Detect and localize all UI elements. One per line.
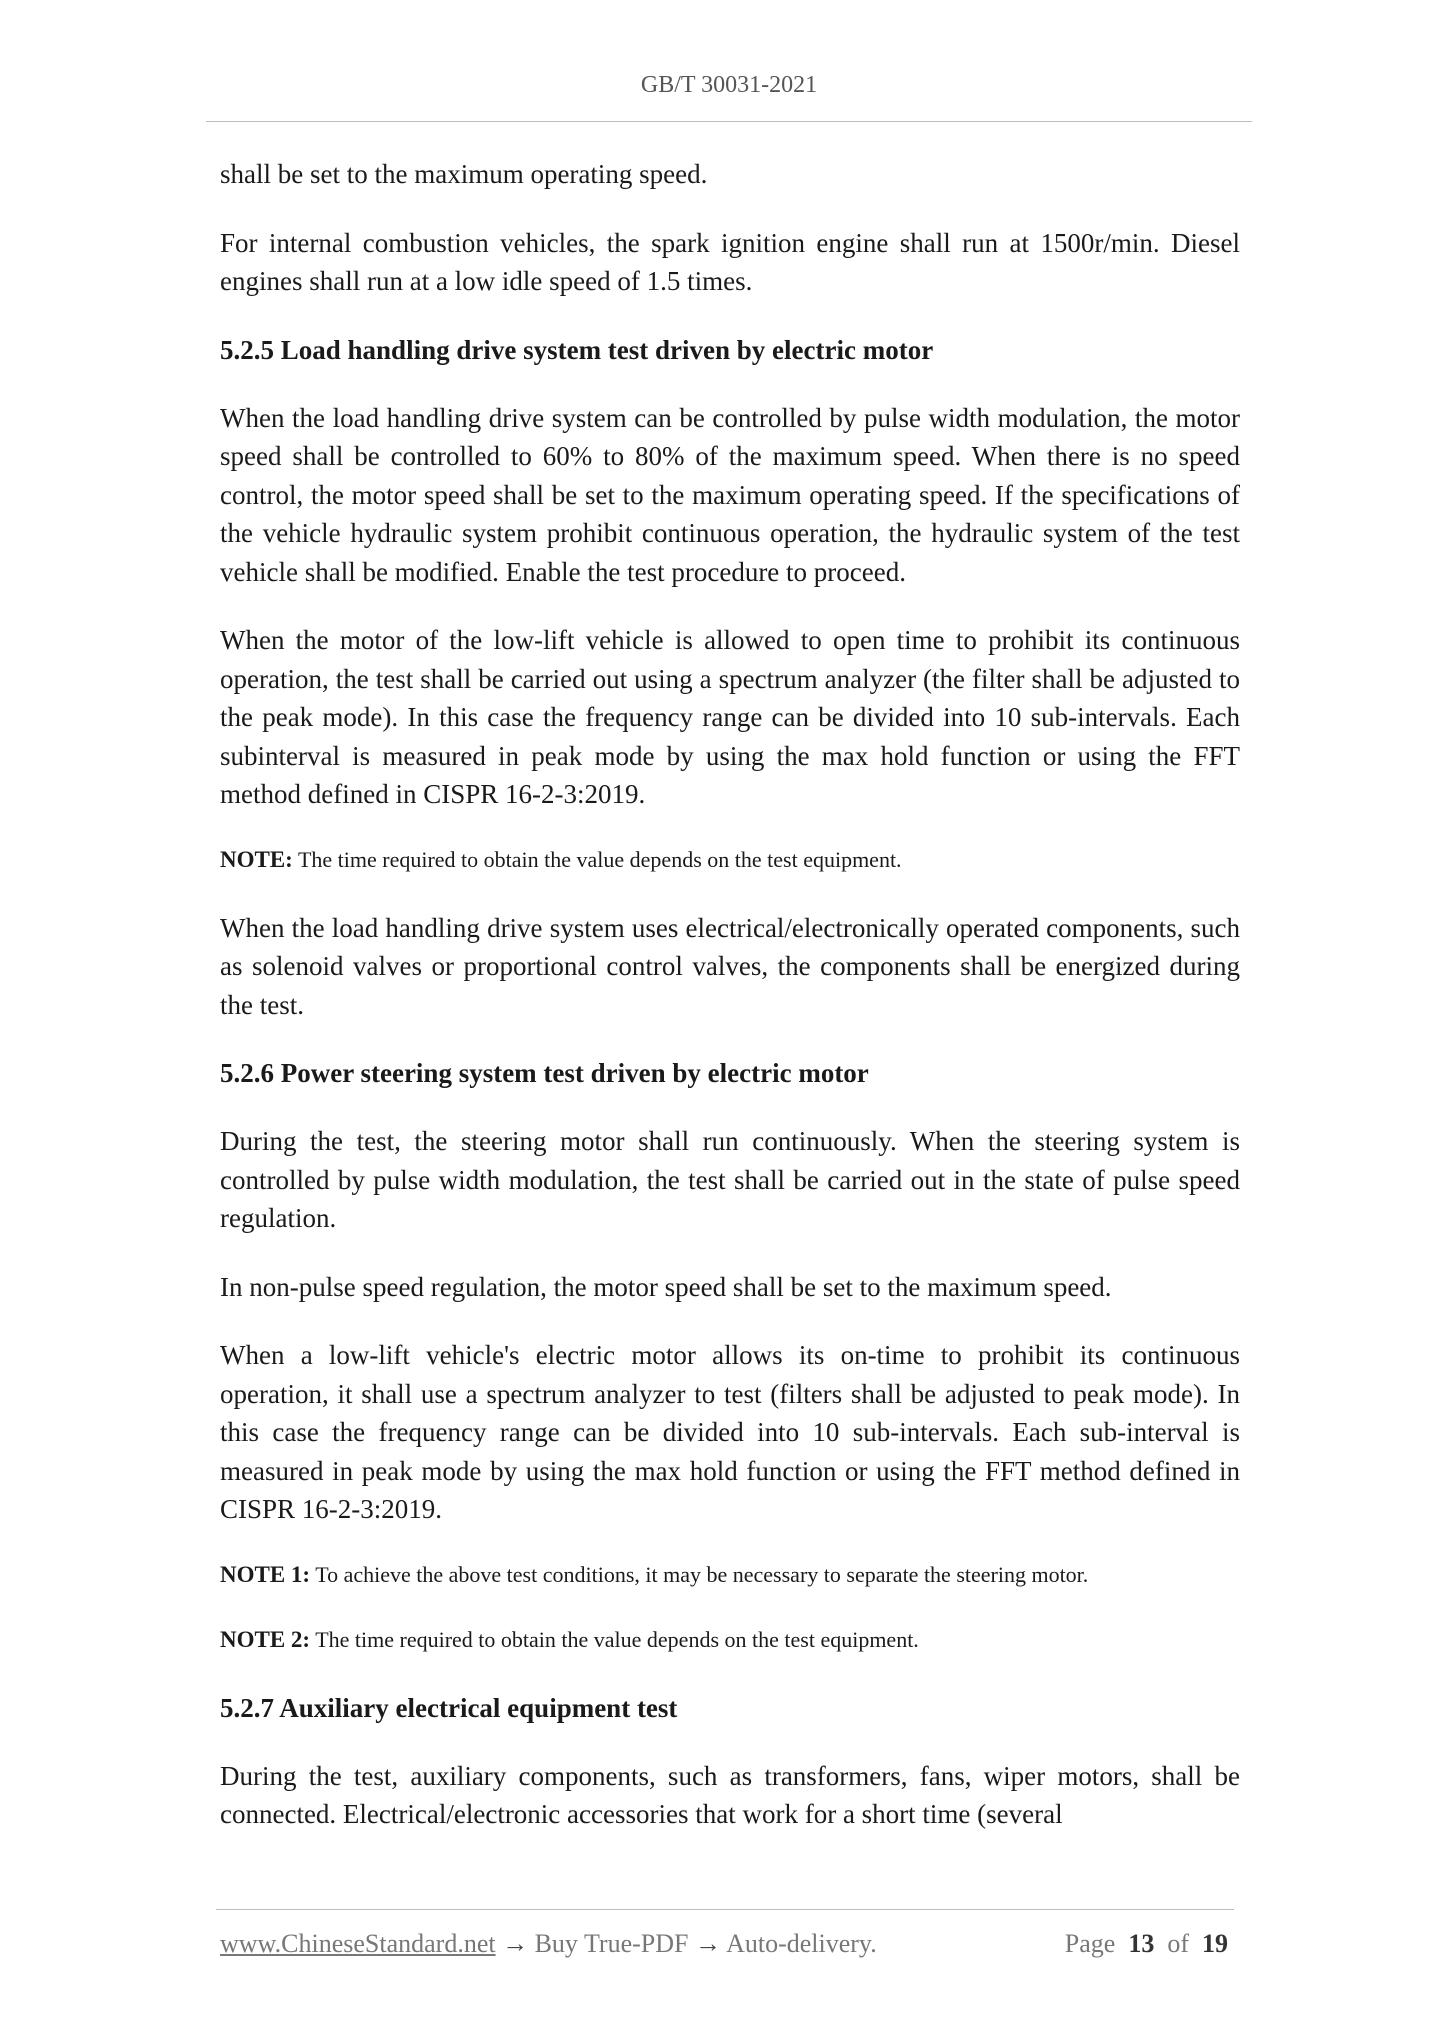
section-heading-5-2-7: 5.2.7 Auxiliary electrical equipment test (220, 1692, 678, 1723)
page-number (1065, 1929, 1228, 1959)
arrow-right-icon-2: → (695, 1929, 721, 1958)
paragraph-auxiliary-components: During the test, auxiliary components, such as transformers, fans, wiper motors, shall be connected. Electrical/electronic accessories that work for a short time (several (220, 1760, 1240, 1829)
note-text: The time required to obtain the value depends on the test equipment. (297, 846, 902, 872)
note-1-steering (220, 1559, 1240, 1591)
arrow-right-icon: → (502, 1929, 529, 1958)
note-1-label: NOTE 1: (220, 1561, 311, 1587)
site-link[interactable]: www.ChineseStandard.net (220, 1929, 496, 1958)
section-heading-5-2-5: 5.2.5 Load handling drive system test driven by electric motor (220, 334, 934, 365)
note-2-label: NOTE 2: (220, 1626, 311, 1652)
footer-divider (216, 1909, 1234, 1910)
header-divider (206, 121, 1252, 122)
note-2-equipment (220, 1624, 1240, 1656)
paragraph-solenoid-valves: When the load handling drive system uses electrical/electronically operated components, such as solenoid valves or proportional control valves, the components shall be energized during the test. (220, 912, 1240, 1020)
document-header: GB/T 30031-2021 (640, 72, 818, 98)
page-label: Page (1064, 1929, 1116, 1958)
paragraph-low-lift-steering: When a low-lift vehicle's electric motor allows its on-time to prohibit its continuous operation, it shall use a spectrum analyzer to test (filters shall be adjusted to peak mode). In this case the frequency range can be divided into 10 sub-intervals. Each sub-interval is measured in peak mode by using the max hold function or using the FFT method defined in CISPR 16-2-3:2019. (220, 1340, 1240, 1524)
page-of-label: of (1167, 1929, 1189, 1958)
paragraph-non-pulse: In non-pulse speed regulation, the motor speed shall be set to the maximum speed. (220, 1271, 1112, 1302)
auto-delivery-text: Auto-delivery. (726, 1929, 877, 1958)
section-heading-5-2-6: 5.2.6 Power steering system test driven by electric motor (220, 1058, 869, 1088)
paragraph-low-lift-spectrum: When the motor of the low-lift vehicle is allowed to open time to prohibit its continuous operation, the test shall be carried out using a spectrum analyzer (the filter shall be adjusted to the peak mode). In this case the frequency range can be divided into 10 sub-intervals. Each subinterval is measured in peak mode by using the max hold function or using the FFT method defined in CISPR 16-2-3:2019. (220, 625, 1240, 809)
page-current: 13 (1128, 1929, 1155, 1958)
note-test-equipment (220, 844, 1240, 876)
paragraph-max-speed: shall be set to the maximum operating speed. (220, 159, 708, 189)
document-body (220, 155, 1240, 1864)
buy-pdf-text: Buy True-PDF (534, 1929, 689, 1958)
page-footer (220, 1929, 1234, 1965)
paragraph-steering-motor: During the test, the steering motor shall run continuously. When the steering system is controlled by pulse width modulation, the test shall be carried out in the state of pulse speed regulation. (220, 1126, 1240, 1233)
paragraph-pwm-load-handling: When the load handling drive system can be controlled by pulse width modulation, the motor speed shall be controlled to 60% to 80% of the maximum speed. When there is no speed control, the motor speed shall be set to the maximum operating speed. If the specifications of the vehicle hydraulic system prohibit continuous operation, the hydraulic system of the test vehicle shall be modified. Enable the test procedure to proceed. (220, 402, 1240, 587)
page-total: 19 (1202, 1929, 1228, 1958)
footer-promo (220, 1929, 877, 1959)
note-1-text: To achieve the above test conditions, it may be necessary to separate the steering motor. (315, 1561, 1089, 1587)
note-2-text: The time required to obtain the value depends on the test equipment. (315, 1626, 919, 1652)
note-label: NOTE: (220, 846, 293, 872)
paragraph-combustion-vehicles: For internal combustion vehicles, the spark ignition engine shall run at 1500r/min. Diesel engines shall run at a low idle speed of 1.5 times. (220, 227, 1240, 296)
